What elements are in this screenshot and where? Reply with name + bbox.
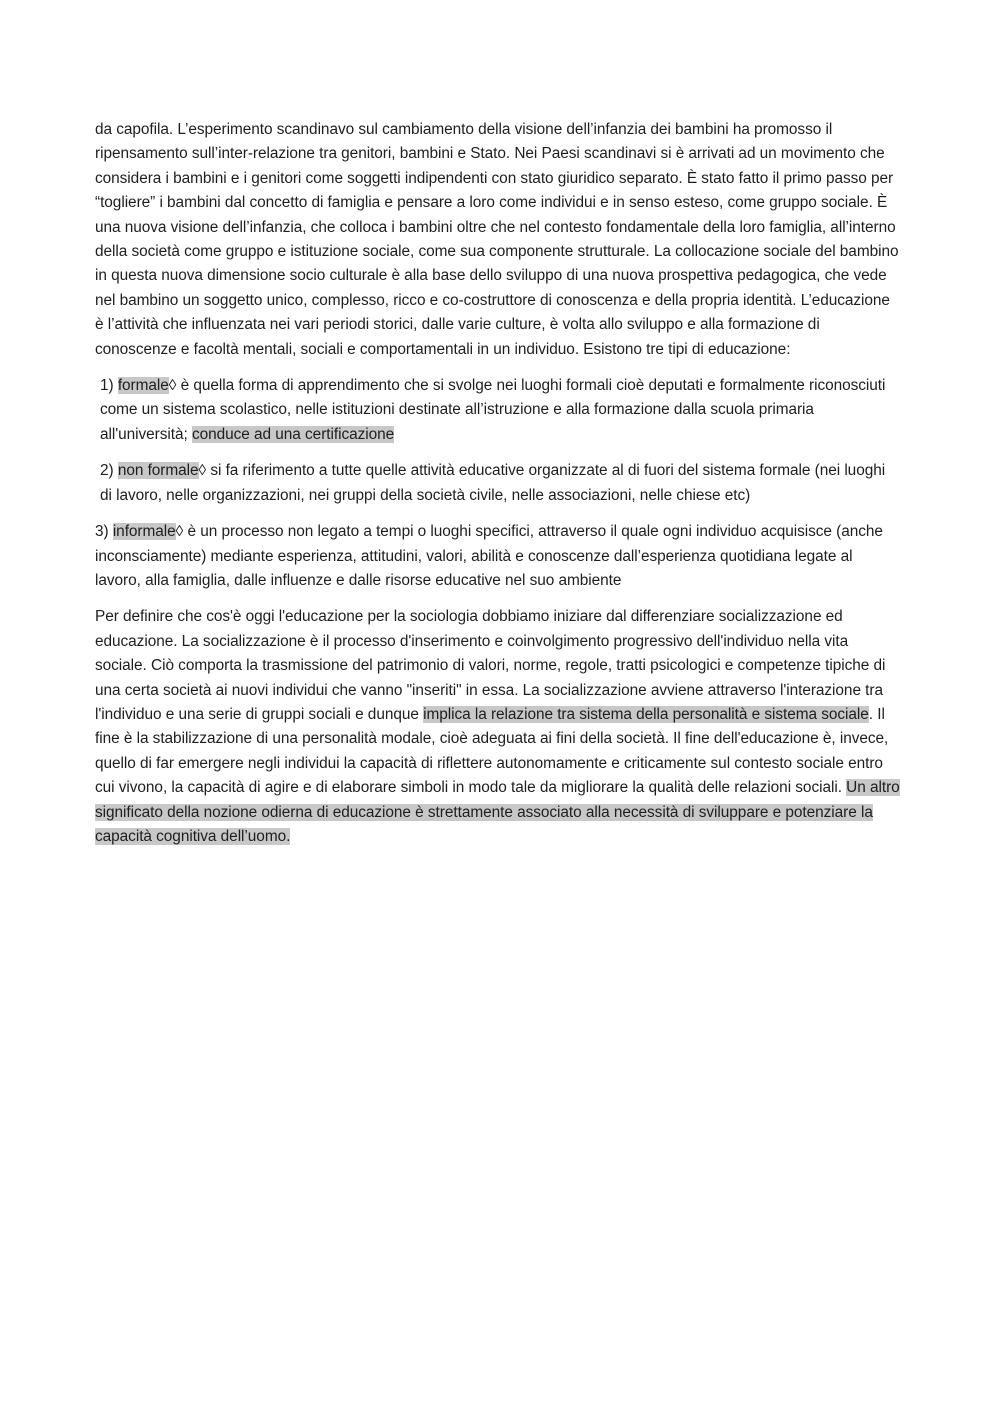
highlighted-term: non formale [117,462,199,480]
list-number: 3) [95,523,113,541]
highlighted-phrase: implica la relazione tra sistema della personalità e sistema sociale [423,705,869,723]
highlighted-phrase: Un altro significato della nozione odierna di educazione è strettamente associato alla necessità di sviluppare e potenziare la capacità cognitiva dell’uomo. [95,779,900,845]
diamond-marker: ◊ [198,462,207,480]
closing-text-part2: . Il fine è la stabilizzazione di una personalità modale, cioè adeguata ai fini della società. Il fine dell'educazione è, invece, quello di far emergere negli individui la capacità di riflettere autonomamente e criticamente sul contesto sociale entro cui vivono, la capacità di agire e di elaborare simboli in modo tale da migliorare la qualità delle relazioni sociali. [95,705,889,797]
intro-paragraph: da capofila. L’esperimento scandinavo sul cambiamento della visione dell’infanzia dei bambini ha promosso il ripensamento sull’inter-relazione tra genitori, bambini e Stato. Nei Paesi scandinavi si è arrivati ad un movimento che considera i bambini e i genitori come soggetti indipendenti con stato giuridico separato. È stato fatto il primo passo per “togliere” i bambini dal concetto di famiglia e pensare a loro come individui e in senso esteso, come gruppo sociale. È una nuova visione dell’infanzia, che colloca i bambini oltre che nel contesto fondamentale della loro famiglia, all’interno della società come gruppo e istituzione sociale, come sua componente strutturale. La collocazione sociale del bambino in questa nuova dimensione socio culturale è alla base dello sviluppo di una nuova prospettiva pedagogica, che vede nel bambino un soggetto unico, complesso, ricco e co-costruttore di conoscenza e della propria identità. L’educazione è l’attività che influenzata nei vari periodi storici, dalle varie culture, è volta allo sviluppo e alla formazione di conoscenze e facoltà mentali, sociali e comportamentali in un individuo. Esistono tre tipi di educazione: [95,121,899,358]
closing-paragraph [95,605,900,849]
document-page [95,118,900,861]
list-item-informale [95,520,900,593]
diamond-marker: ◊ [168,377,177,395]
list-item-non-formale [95,459,900,508]
highlighted-phrase: conduce ad una certificazione [191,425,395,443]
list-number: 1) [100,377,118,395]
highlighted-term: informale [112,523,176,541]
closing-text-part1: Per definire che cos'è oggi l'educazione per la sociologia dobbiamo iniziare dal differenziare socializzazione ed educazione. La socializzazione è il processo d'inserimento e coinvolgimento progressivo dell'individuo nella vita sociale. Ciò comporta la trasmissione del patrimonio di valori, norme, regole, tratti psicologici e competenze tipiche di una certa società ai nuovi individui che vanno "inseriti" in essa. La socializzazione avviene attraverso l'interazione tra l'individuo e una serie di gruppi sociali e dunque [95,608,886,723]
list-number: 2) [100,462,118,480]
list-item-formale [95,374,900,447]
list-item-text: si fa riferimento a tutte quelle attività educative organizzate al di fuori del sistema formale (nei luoghi di lavoro, nelle organizzazioni, nei gruppi della società civile, nelle associazioni, nelle chiese etc) [100,462,886,504]
list-item-text: è un processo non legato a tempi o luoghi specifici, attraverso il quale ogni individuo acquisisce (anche inconsciamente) mediante esperienza, attitudini, valori, abilità e conoscenze dall’esperienza quotidiana legate al lavoro, alla famiglia, dalle influenze e dalle risorse educative nel suo ambiente [95,523,883,589]
highlighted-term: formale [117,377,169,395]
diamond-marker: ◊ [175,523,184,541]
list-item-text: è quella forma di apprendimento che si svolge nei luoghi formali cioè deputati e formalmente riconosciuti come un sistema scolastico, nelle istituzioni destinate all’istruzione e alla formazione dalla scuola primaria all'università; [100,377,886,443]
